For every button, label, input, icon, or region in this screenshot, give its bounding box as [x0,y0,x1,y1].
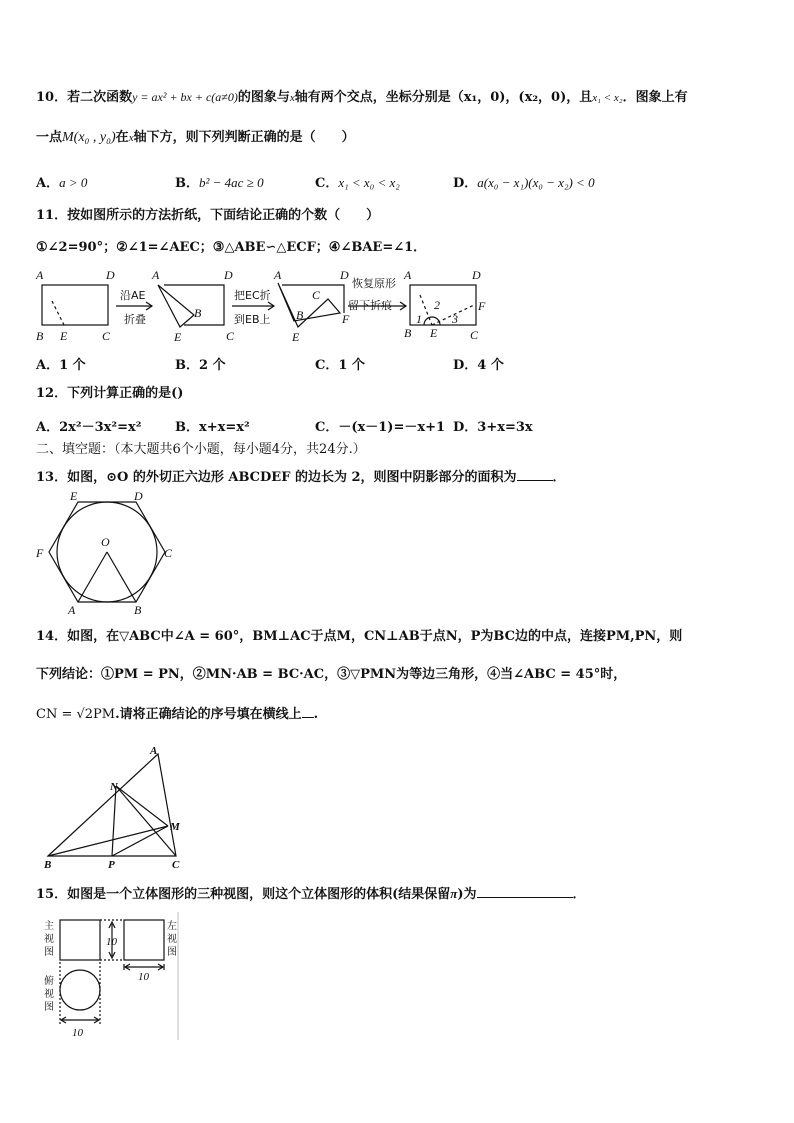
svg-text:B: B [404,326,412,340]
svg-text:C: C [172,859,180,871]
svg-text:C: C [312,288,321,302]
svg-text:视: 视 [44,934,54,945]
q11-rect-1 [42,285,108,325]
svg-text:D: D [224,268,233,282]
q13-hexagon-figure [34,490,184,618]
svg-text:C: C [470,328,479,342]
svg-text:A: A [150,745,158,757]
svg-text:D: D [472,268,481,282]
q12-option-b[interactable]: B．x+x=x² [175,420,250,435]
q11-conclusions: ①∠2=90°；②∠1=∠AEC；③△ABE∽△ECF；④∠BAE=∠1． [36,240,427,255]
q10-option-d[interactable]: D．a(x₀ − x₁)(x₀ − x₂) < 0 [453,175,595,191]
section-heading-fill-in: 二、填空题：（本大题共6个小题，每小题4分，共24分.） [36,442,366,457]
q10-line1: 10．若二次函数y = ax² + bx + c(a≠0)的图象与x轴有两个交点，坐标分别是（x₁，0)，(x₂，0)，且x₁ < x₂．图象上有 [36,90,688,105]
q14-answer-blank[interactable] [302,705,314,718]
q14-line3: CN = √2PM.请将正确结论的序号填在横线上 . [36,707,319,722]
q14-segment-cn [116,786,176,856]
q15-top-view [60,970,100,1010]
q15-dim-width-left: 10 [138,971,149,983]
q15-dim-width-bottom: 10 [72,1027,83,1039]
svg-text:2: 2 [434,298,440,312]
svg-text:B: B [134,603,142,617]
q11-arrow2-top: 把EC折 [234,289,271,302]
q15-dim-height: 10 [106,936,117,948]
svg-text:O: O [101,535,110,549]
q12-option-c[interactable]: C．－(x－1)=－x+1 [315,420,446,435]
q14-segment-mn [116,786,168,826]
svg-text:A: A [274,268,282,282]
svg-text:F: F [478,299,486,313]
svg-text:D: D [106,268,115,282]
svg-text:3: 3 [452,312,458,326]
q11-folding-figure [34,265,504,345]
q11-option-b[interactable]: B．2 个 [175,358,226,373]
q14-triangle-figure [40,744,190,872]
q12-option-a[interactable]: A．2x²－3x²=x² [36,420,142,435]
q15-stem: 15．如图是一个立体图形的三种视图，则这个立体图形的体积(结果保留π)为 ． [36,886,586,902]
svg-text:俯: 俯 [44,976,54,987]
q10-option-c[interactable]: C．x₁ < x₀ < x₂ [315,175,400,191]
svg-text:A: A [404,268,412,282]
svg-text:E: E [292,330,300,344]
svg-text:D: D [340,268,349,282]
q14-segment-pm [112,826,168,856]
svg-text:E: E [174,330,182,344]
q15-left-view [124,920,164,960]
svg-text:视: 视 [44,989,54,1000]
svg-text:B: B [44,859,52,871]
q15-three-views-figure [40,912,190,1040]
svg-text:E: E [70,490,78,503]
q13-answer-blank[interactable] [517,468,553,481]
svg-text:B: B [36,329,44,343]
q10-option-a[interactable]: A．a > 0 [36,175,88,191]
svg-text:主: 主 [44,921,54,932]
q10-line2: 一点M(x₀ , y₀)在x轴下方，则下列判断正确的是（ ） [36,130,355,145]
svg-text:B: B [296,308,304,322]
svg-text:E: E [60,329,68,343]
q11-arrow3-bottom: 留下折痕 [348,299,392,312]
q14-segment-bm [48,826,168,856]
q10-point: M(x₀ , y₀) [62,130,116,145]
svg-text:B: B [194,306,202,320]
svg-text:N: N [110,781,118,793]
svg-text:A: A [36,268,44,282]
svg-text:图: 图 [44,1002,54,1013]
svg-text:A: A [68,603,76,617]
q14-line2: 下列结论：①PM = PN，②MN·AB = BC·AC，③▽PMN为等边三角形，④当∠ABC = 45°时， [36,667,627,682]
svg-text:A: A [152,268,160,282]
svg-text:P: P [108,859,115,871]
q15-front-view [60,920,100,960]
svg-text:D: D [134,490,143,503]
q10-formula: y = ax² + bx + c(a≠0) [132,90,238,104]
svg-text:C: C [164,546,173,560]
q11-option-d[interactable]: D．4 个 [453,358,504,373]
svg-text:1: 1 [416,312,422,326]
q15-answer-blank[interactable] [477,885,573,898]
svg-text:图: 图 [167,947,177,958]
svg-text:C: C [226,329,235,343]
q11-stem: 11．按如图所示的方法折纸，下面结论正确的个数（ ） [36,208,380,223]
q11-arrow3-top: 恢复原形 [352,277,396,290]
q12-option-d[interactable]: D．3+x=3x [453,420,533,435]
q11-arrow1-bottom: 折叠 [124,313,146,326]
q14-triangle-abc [48,754,176,856]
svg-text:F: F [342,312,350,326]
q11-option-a[interactable]: A．1 个 [36,358,86,373]
svg-text:图: 图 [44,947,54,958]
q11-arrow1-top: 沿AE [120,289,146,302]
q11-arrow2-bottom: 到EB上 [234,313,271,326]
svg-text:视: 视 [167,934,177,945]
q10-option-b[interactable]: B．b² − 4ac ≥ 0 [175,175,264,191]
q11-option-c[interactable]: C．1 个 [315,358,365,373]
q12-stem: 12．下列计算正确的是() [36,386,184,401]
svg-text:C: C [102,329,111,343]
svg-text:M: M [170,821,180,833]
svg-text:左: 左 [167,921,177,932]
q13-stem: 13．如图，⊙O 的外切正六边形 ABCDEF 的边长为 2，则图中阴影部分的面积为 ． [36,470,566,485]
svg-text:E: E [430,326,438,340]
svg-text:F: F [36,546,44,560]
q14-line1: 14．如图，在▽ABC中∠A = 60°，BM⊥AC于点M，CN⊥AB于点N，P为BC边的中点，连接PM,PN，则 [36,629,683,644]
